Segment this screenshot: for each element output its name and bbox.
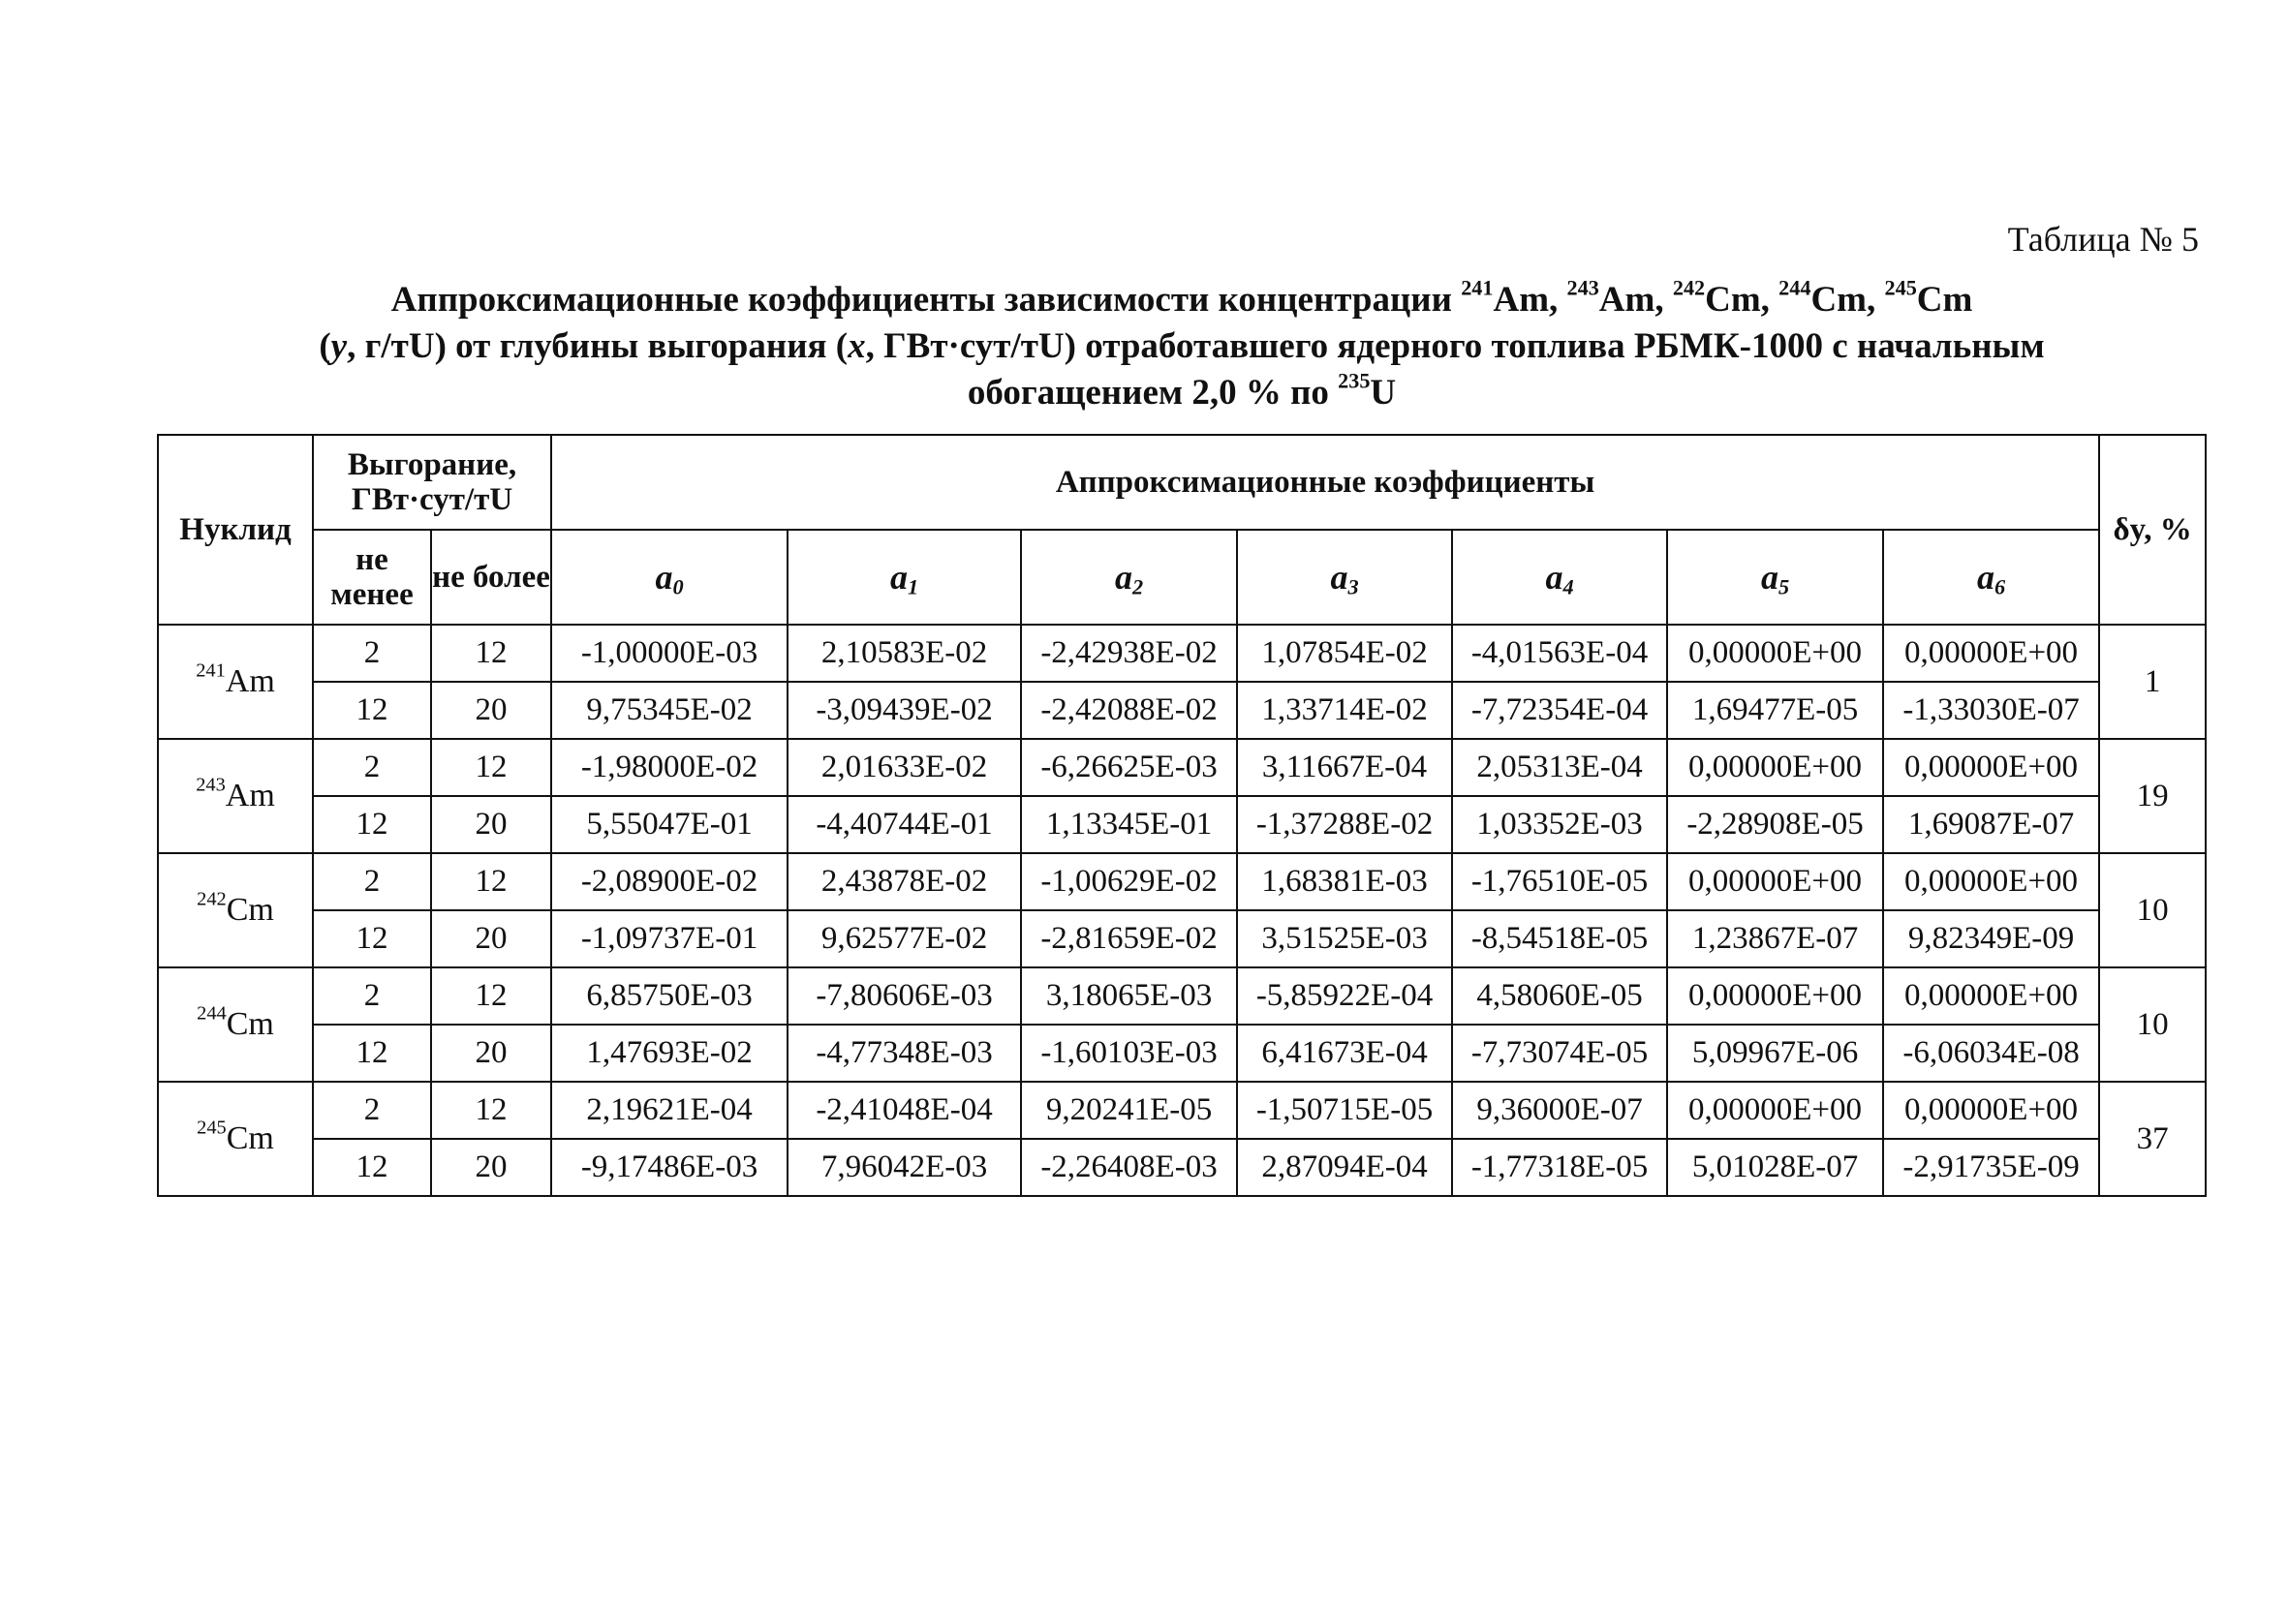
burnup-min-cell: 12	[313, 910, 431, 967]
coefficient-a4-cell: 2,05313E-04	[1452, 739, 1667, 796]
burnup-min-cell: 2	[313, 1082, 431, 1139]
coefficients-table	[157, 434, 2207, 1197]
isotope-mass: 245	[197, 1117, 227, 1139]
coefficient-a1-cell: 7,96042E-03	[788, 1139, 1021, 1196]
isotope-mass: 243	[1566, 275, 1599, 300]
caption-separator: ,	[1760, 280, 1779, 320]
burnup-min-cell: 2	[313, 739, 431, 796]
coefficient-a0-cell: -1,98000E-02	[551, 739, 788, 796]
variable-y: y	[330, 326, 348, 366]
coefficient-a2-cell: -2,26408E-03	[1021, 1139, 1237, 1196]
delta-cell: 19	[2099, 739, 2206, 853]
coefficient-a2-cell: 1,13345E-01	[1021, 796, 1237, 853]
table-row	[158, 1082, 2206, 1139]
table-caption	[155, 277, 2209, 416]
isotope-mass: 245	[1884, 275, 1917, 300]
table-row	[158, 910, 2206, 967]
table-row	[158, 853, 2206, 910]
coefficient-a5-cell: 1,23867E-07	[1667, 910, 1883, 967]
coefficient-a5-cell: 5,01028E-07	[1667, 1139, 1883, 1196]
coefficient-a1-cell: -4,77348E-03	[788, 1025, 1021, 1082]
nuclide-cell	[158, 967, 313, 1082]
coefficient-a4-cell: 1,03352E-03	[1452, 796, 1667, 853]
coefficient-index: 0	[672, 574, 684, 599]
isotope-mass: 244	[197, 1002, 227, 1025]
burnup-max-cell: 12	[431, 625, 551, 682]
burnup-max-cell: 20	[431, 1139, 551, 1196]
burnup-max-cell: 20	[431, 910, 551, 967]
burnup-min-cell: 12	[313, 796, 431, 853]
coefficient-a0-cell: 6,85750E-03	[551, 967, 788, 1025]
coefficient-a0-cell: 9,75345E-02	[551, 682, 788, 739]
coefficient-a4-cell: -4,01563E-04	[1452, 625, 1667, 682]
caption-text: обогащением 2,0 % по	[967, 373, 1339, 413]
caption-text: , ГВт·сут/тU) отработавшего ядерного топлива РБМК-1000 с начальным	[865, 326, 2045, 366]
caption-line-3	[155, 370, 2209, 416]
coefficient-letter: a	[1545, 558, 1563, 597]
isotope-symbol: Cm	[226, 892, 274, 928]
subheader-row	[158, 530, 2206, 625]
isotope-mass: 243	[196, 774, 226, 796]
isotope-symbol: Cm	[1810, 280, 1867, 320]
coefficient-a3-cell: -5,85922E-04	[1237, 967, 1452, 1025]
coefficient-header-a6	[1883, 530, 2099, 625]
coefficient-a5-cell: 1,69477E-05	[1667, 682, 1883, 739]
coefficient-header-a4	[1452, 530, 1667, 625]
nuclide-cell	[158, 1082, 313, 1196]
coefficient-a2-cell: -1,60103E-03	[1021, 1025, 1237, 1082]
coefficient-a6-cell: 0,00000E+00	[1883, 967, 2099, 1025]
coefficient-a4-cell: -1,77318E-05	[1452, 1139, 1667, 1196]
coefficient-header-a0	[551, 530, 788, 625]
coefficient-letter: a	[1330, 558, 1348, 597]
isotope-mass: 235	[1338, 368, 1371, 393]
coefficient-a2-cell: -2,42938E-02	[1021, 625, 1237, 682]
coefficient-a5-cell: 0,00000E+00	[1667, 625, 1883, 682]
burnup-min-cell: 2	[313, 625, 431, 682]
variable-x: x	[848, 326, 866, 366]
coefficient-a4-cell: -7,73074E-05	[1452, 1025, 1667, 1082]
coefficient-a4-cell: -8,54518E-05	[1452, 910, 1667, 967]
table-row	[158, 796, 2206, 853]
table-body	[158, 625, 2206, 1196]
caption-separator: ,	[1654, 280, 1673, 320]
isotope-symbol: Cm	[1705, 280, 1761, 320]
coefficient-a0-cell: 1,47693E-02	[551, 1025, 788, 1082]
coefficient-index: 3	[1347, 574, 1359, 599]
isotope-mass: 241	[1461, 275, 1494, 300]
coefficient-a4-cell: -7,72354E-04	[1452, 682, 1667, 739]
delta-cell: 10	[2099, 853, 2206, 967]
coefficient-a3-cell: 1,68381E-03	[1237, 853, 1452, 910]
isotope-symbol: Am	[225, 778, 275, 813]
coefficient-a5-cell: -2,28908E-05	[1667, 796, 1883, 853]
delta-header: δy, %	[2099, 435, 2206, 625]
isotope-mass: 242	[197, 888, 227, 910]
coefficient-a5-cell: 5,09967E-06	[1667, 1025, 1883, 1082]
delta-cell: 1	[2099, 625, 2206, 739]
coefficient-header-a2	[1021, 530, 1237, 625]
coefficient-a2-cell: -2,81659E-02	[1021, 910, 1237, 967]
burnup-min-cell: 12	[313, 1139, 431, 1196]
coefficient-a3-cell: 6,41673E-04	[1237, 1025, 1452, 1082]
coefficient-a0-cell: 5,55047E-01	[551, 796, 788, 853]
burnup-max-cell: 12	[431, 853, 551, 910]
coefficient-a2-cell: -1,00629E-02	[1021, 853, 1237, 910]
burnup-max-cell: 20	[431, 1025, 551, 1082]
coefficient-a1-cell: -4,40744E-01	[788, 796, 1021, 853]
coefficient-index: 5	[1778, 574, 1790, 599]
table-row	[158, 967, 2206, 1025]
coefficient-a5-cell: 0,00000E+00	[1667, 1082, 1883, 1139]
coefficient-a6-cell: -1,33030E-07	[1883, 682, 2099, 739]
burnup-max-cell: 20	[431, 682, 551, 739]
coefficient-a4-cell: -1,76510E-05	[1452, 853, 1667, 910]
coefficient-a5-cell: 0,00000E+00	[1667, 739, 1883, 796]
isotope-symbol: Am	[1493, 280, 1550, 320]
header-row	[158, 435, 2206, 530]
coefficient-a6-cell: -2,91735E-09	[1883, 1139, 2099, 1196]
table-number: Таблица № 5	[2007, 220, 2199, 259]
coefficient-a2-cell: 9,20241E-05	[1021, 1082, 1237, 1139]
coefficient-a5-cell: 0,00000E+00	[1667, 853, 1883, 910]
coefficient-a3-cell: -1,50715E-05	[1237, 1082, 1452, 1139]
isotope-symbol: Am	[225, 663, 275, 699]
coefficient-a2-cell: 3,18065E-03	[1021, 967, 1237, 1025]
coefficient-a6-cell: 0,00000E+00	[1883, 625, 2099, 682]
isotope-symbol: Cm	[226, 1006, 274, 1042]
coefficient-letter: a	[1114, 558, 1132, 597]
caption-text: (	[319, 326, 331, 366]
coefficient-index: 1	[907, 574, 919, 599]
table-row	[158, 682, 2206, 739]
burnup-max-cell: 12	[431, 1082, 551, 1139]
coefficient-header-a5	[1667, 530, 1883, 625]
burnup-min-cell: 2	[313, 853, 431, 910]
coefficient-a6-cell: 0,00000E+00	[1883, 853, 2099, 910]
nuclide-cell	[158, 853, 313, 967]
table-row	[158, 739, 2206, 796]
coefficient-a3-cell: -1,37288E-02	[1237, 796, 1452, 853]
burnup-header: Выгорание, ГВт·сут/тU	[313, 435, 551, 530]
coefficient-index: 6	[1994, 574, 2006, 599]
burnup-max-cell: 12	[431, 967, 551, 1025]
burnup-min-cell: 12	[313, 1025, 431, 1082]
coefficient-a1-cell: -7,80606E-03	[788, 967, 1021, 1025]
table-row	[158, 1025, 2206, 1082]
isotope-symbol: Cm	[226, 1120, 274, 1156]
caption-separator: ,	[1549, 280, 1567, 320]
coefficient-a0-cell: -1,00000E-03	[551, 625, 788, 682]
isotope-symbol: Cm	[1916, 280, 1973, 320]
coefficient-a3-cell: 3,51525E-03	[1237, 910, 1452, 967]
coefficients-header: Аппроксимационные коэффициенты	[551, 435, 2099, 530]
caption-line-1	[155, 277, 2209, 323]
nuclide-header: Нуклид	[158, 435, 313, 625]
coefficient-a1-cell: 2,10583E-02	[788, 625, 1021, 682]
burnup-min-cell: 12	[313, 682, 431, 739]
coefficient-a0-cell: -1,09737E-01	[551, 910, 788, 967]
isotope-mass: 241	[196, 659, 226, 682]
coefficient-header-a1	[788, 530, 1021, 625]
isotope-symbol: Am	[1598, 280, 1655, 320]
isotope-mass: 242	[1672, 275, 1706, 300]
coefficient-a3-cell: 1,33714E-02	[1237, 682, 1452, 739]
isotope-mass: 244	[1778, 275, 1811, 300]
coefficient-index: 2	[1131, 574, 1144, 599]
coefficient-header-a3	[1237, 530, 1452, 625]
table-row	[158, 625, 2206, 682]
coefficient-a1-cell: 2,01633E-02	[788, 739, 1021, 796]
coefficient-a6-cell: -6,06034E-08	[1883, 1025, 2099, 1082]
coefficient-a0-cell: -2,08900E-02	[551, 853, 788, 910]
coefficient-a2-cell: -2,42088E-02	[1021, 682, 1237, 739]
coefficient-a0-cell: 2,19621E-04	[551, 1082, 788, 1139]
burnup-min-header: не менее	[313, 530, 431, 625]
caption-text: , г/тU) от глубины выгорания (	[347, 326, 849, 366]
coefficient-a5-cell: 0,00000E+00	[1667, 967, 1883, 1025]
coefficient-a1-cell: 2,43878E-02	[788, 853, 1021, 910]
caption-line-2	[155, 323, 2209, 370]
coefficient-index: 4	[1562, 574, 1574, 599]
caption-separator: ,	[1867, 280, 1885, 320]
coefficient-letter: a	[1976, 558, 1994, 597]
burnup-min-cell: 2	[313, 967, 431, 1025]
coefficient-a6-cell: 0,00000E+00	[1883, 1082, 2099, 1139]
coefficient-letter: a	[1760, 558, 1778, 597]
delta-cell: 37	[2099, 1082, 2206, 1196]
delta-cell: 10	[2099, 967, 2206, 1082]
coefficient-a3-cell: 1,07854E-02	[1237, 625, 1452, 682]
coefficient-a0-cell: -9,17486E-03	[551, 1139, 788, 1196]
coefficient-a3-cell: 2,87094E-04	[1237, 1139, 1452, 1196]
nuclide-cell	[158, 739, 313, 853]
coefficient-a4-cell: 9,36000E-07	[1452, 1082, 1667, 1139]
isotope-symbol: U	[1370, 373, 1397, 413]
coefficient-letter: a	[889, 558, 908, 597]
coefficient-a1-cell: 9,62577E-02	[788, 910, 1021, 967]
nuclide-cell	[158, 625, 313, 739]
burnup-max-header: не более	[431, 530, 551, 625]
coefficient-letter: a	[655, 558, 673, 597]
coefficient-a6-cell: 1,69087E-07	[1883, 796, 2099, 853]
coefficient-a6-cell: 0,00000E+00	[1883, 739, 2099, 796]
coefficient-a4-cell: 4,58060E-05	[1452, 967, 1667, 1025]
caption-text: Аппроксимационные коэффициенты зависимости концентрации	[390, 280, 1462, 320]
coefficient-a6-cell: 9,82349E-09	[1883, 910, 2099, 967]
coefficient-a3-cell: 3,11667E-04	[1237, 739, 1452, 796]
coefficient-a1-cell: -3,09439E-02	[788, 682, 1021, 739]
burnup-max-cell: 20	[431, 796, 551, 853]
coefficient-a1-cell: -2,41048E-04	[788, 1082, 1021, 1139]
burnup-max-cell: 12	[431, 739, 551, 796]
table-row	[158, 1139, 2206, 1196]
coefficient-a2-cell: -6,26625E-03	[1021, 739, 1237, 796]
